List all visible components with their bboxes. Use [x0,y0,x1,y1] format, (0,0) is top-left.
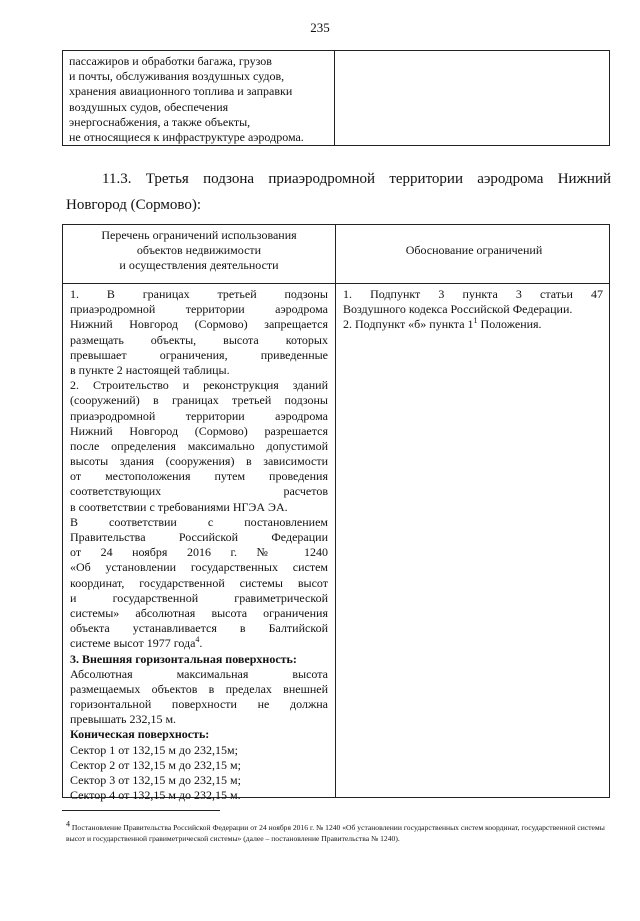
restriction-heading [70,727,328,742]
restriction-heading-text: Коническая поверхность: [70,727,210,742]
section-heading-line-1: 11.3. Третья подзона приаэродромной территории аэродрома Нижний [102,171,611,187]
header-left-cell [69,228,329,274]
restriction-line: Сектор 2 от 132,15 м до 232,15 м; [70,757,241,772]
restriction-line: от местоположения путем проведения [70,469,328,484]
restriction-line: Сектор 4 от 132,15 м до 232,15 м. [70,788,241,803]
restriction-line: приаэродромной территории аэродрома [70,408,328,423]
restriction-line: координат, государственной системы высот [70,575,328,590]
restriction-line: размещать объекты, высота которых [70,332,328,347]
restriction-line: горизонтальной поверхности не должна [70,697,328,712]
restriction-line: от 24 ноября 2016 г. № 1240 [70,545,328,560]
header-divider [63,283,609,284]
column-divider [335,225,336,797]
justification-tail: Положения. [477,317,542,332]
footnote [66,819,610,844]
restriction-line: «Об установлении государственных систем [70,560,328,575]
page-number: 235 [310,20,330,35]
restriction-line: высоты здания (сооружения) в зависимости [70,454,328,469]
continuation-cell [63,51,335,145]
restriction-heading [70,652,328,667]
header-left-line-3: и осуществления деятельности [119,258,279,273]
cont-line-6: не относящиеся к инфраструктуре аэродрома. [69,129,304,144]
justification-line: 1. Подпункт 3 пункта 3 статьи 47 [343,287,603,301]
restriction-line: в пункте 2 настоящей таблицы. [70,362,230,377]
justification-text: 2. Подпункт «б» пункта 1 [343,317,474,332]
restriction-line: Правительства Российской Федерации [70,530,328,544]
restriction-line-text: системе высот 1977 года [70,636,196,651]
cont-line-1: пассажиров и обработки багажа, грузов [69,54,272,68]
restrictions-table [62,224,610,803]
justification-line [343,317,603,332]
justification-line: Воздушного кодекса Российской Федерации. [343,302,573,317]
restriction-line: В соответствии с постановлением [70,514,328,529]
cont-line-5: энергоснабжения, а также объекты, [69,114,251,129]
restriction-line: 1. В границах третьей подзоны [70,287,328,301]
footnote-rule [62,810,220,811]
header-left-line-1: Перечень ограничений использования [101,228,297,242]
restriction-line: Абсолютная максимальная высота [70,666,328,681]
cont-line-4: воздушных судов, обеспечения [69,99,229,114]
restriction-line: размещаемых объектов в пределах внешней [70,681,328,696]
cont-line-3: хранения авиационного топлива и заправки [69,84,293,99]
restriction-line: превышать 232,15 м. [70,712,177,727]
restriction-line: объекта устанавливается в Балтийской [70,621,328,636]
restriction-line: системе высот 1977 года$^4$. [70,635,203,651]
header-right-cell: Обоснование ограничений [405,243,543,257]
restriction-line: (сооружений) в границах третьей подзоны [70,393,328,408]
restrictions-cell [70,287,328,803]
section-heading-line-2: Новгород (Сормово): [66,197,202,213]
restriction-line: Сектор 1 от 132,15 м до 232,15м; [70,742,238,757]
header-left-line-2: объектов недвижимости [136,243,262,258]
restriction-line: системы» абсолютная высота ограничения [70,605,328,620]
restriction-line: Нижний Новгород (Сормово) запрещается [70,317,328,332]
justification-cell [343,287,603,333]
restriction-heading-text: 3. Внешняя горизонтальная поверхность: [70,651,297,666]
restriction-line: и государственной гравиметрической [70,590,328,605]
continuation-table [62,50,610,146]
restriction-line: превышает ограничения, приведенные [70,347,328,362]
restriction-line: приаэродромной территории аэродрома [70,302,328,317]
footnote-marker: 4 [66,819,70,829]
restriction-line: 2. Строительство и реконструкция зданий [70,378,328,393]
restriction-line: в соответствии с требованиями НГЭА ЭА. [70,499,288,514]
justification-sup: 1 [473,316,478,326]
footnote-text: Постановление Правительства Российской Федерации от 24 ноября 2016 г. № 1240 «Об установлении государственных систем координат, государственной системы высот и государственной гравиметрической системы» (далее – постановление Правительства № 1240). [66,823,605,843]
cont-line-2: и почты, обслуживания воздушных судов, [69,69,285,84]
restriction-line: Нижний Новгород (Сормово) разрешается [70,423,328,438]
restriction-line: после определения максимально допустимой [70,438,328,453]
restriction-line: соответствующих расчетов [70,484,328,499]
restriction-line: Сектор 3 от 132,15 м до 232,15 м; [70,773,241,787]
footnote-ref: 4 [195,635,200,645]
